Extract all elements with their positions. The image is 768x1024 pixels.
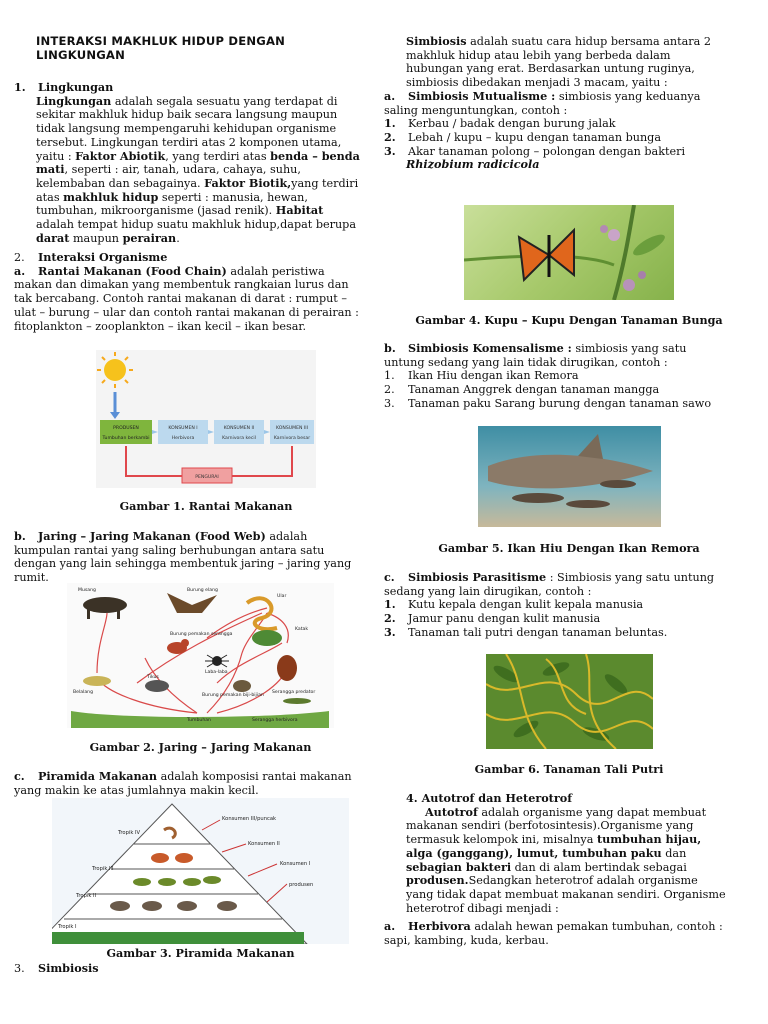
caption-gambar-2: Gambar 2. Jaring – Jaring Makanan (89, 740, 312, 754)
web-label: Burung elang (187, 588, 218, 593)
rhizobium-text: Rhizobium radicicola (406, 157, 540, 172)
bird-icon (167, 639, 189, 654)
pyramid-role-label: produsen (289, 882, 314, 888)
butterfly-photo (464, 205, 674, 300)
parasitisme-paragraph: c. Simbiosis Parasitisme : Simbiosis yang satu untung sedang yang lain dirugikan, contoh : (384, 570, 715, 598)
butterfly-illustration (464, 205, 674, 300)
pyramid-level-label: Tropik II (76, 893, 97, 899)
list-item: 1. Kerbau / badak dengan burung jalak (384, 116, 616, 131)
chain-box-top: KONSUMEN III (276, 426, 308, 431)
web-label: Tikus (147, 675, 159, 680)
pyramid-figure (52, 798, 349, 944)
section-interaksi: 2. Interaksi Organisme a. Rantai Makanan (Food Chain) adalah peristiwa makan dan dimakan yang membentuk rangkaian lurus dan tak bercabang. Contoh rantai makanan di darat : rumput – ulat – burung – ular dan contoh rantai makanan di perairan : fitoplankton – zooplankton – ikan kecil – ikan besar. (14, 250, 359, 333)
caterpillar-icon (283, 698, 311, 704)
decomposer-return-arrow (126, 446, 182, 476)
list-item: 3. Akar tanaman polong – polongan dengan bakteri (384, 143, 686, 158)
small-bird-icon (233, 680, 251, 692)
shark-illustration (478, 426, 661, 527)
vine-icon (486, 654, 653, 749)
beetle-icon (277, 655, 297, 681)
autotrof-heading: 4. Autotrof dan Heterotrof (406, 791, 573, 805)
list-item: 1. Kutu kepala dengan kulit kepala manusia (384, 597, 644, 612)
komensalisme-paragraph: b. Simbiosis Komensalisme : simbiosis yang satu untung sedang yang lain tidak dirugikan, contoh : (384, 341, 687, 369)
food-web-figure (67, 583, 334, 728)
web-label: Serangga herbivora (252, 718, 298, 723)
chain-box-bottom: Karnivora kecil (222, 436, 256, 441)
frog-icon (252, 630, 282, 646)
rantai-paragraph: a. Rantai Makanan (Food Chain) adalah peristiwa makan dan dimakan yang membentuk rangkaian lurus dan tak bercabang. Contoh rantai makanan di darat : rumput – ulat – burung – ular dan contoh rantai makanan di perairan : fitoplankton – zooplankton – ikan kecil – ikan besar. (14, 263, 359, 333)
food-chain-figure (96, 350, 316, 488)
web-label: Tumbuhan (187, 718, 211, 723)
decomposer-label: PENGURAI (195, 475, 219, 480)
food-chain-diagram (96, 350, 316, 488)
sun-icon (97, 352, 133, 388)
chain-box-top: PRODUSEN (113, 426, 139, 431)
pyramid-role-label: Konsumen I (280, 861, 311, 867)
weasel-icon (83, 597, 127, 619)
pyramid-level-label: Tropik I (58, 924, 77, 930)
web-label: Ular (277, 594, 287, 599)
tali-putri-illustration (486, 654, 653, 749)
list-item: 2. Lebah / kupu – kupu dengan tanaman bunga (384, 129, 661, 144)
shark-remora-photo (478, 426, 661, 527)
piramida-paragraph: c. Piramida Makanan adalah komposisi rantai makanan yang makin ke atas jumlahnya makin kecil. (14, 769, 352, 797)
pyramid-level-label: Tropik IV (118, 830, 141, 836)
list-item: 3. Tanaman tali putri dengan tanaman beluntas. (384, 624, 668, 639)
web-label: Serangga predator (272, 690, 316, 695)
sun-arrowhead (110, 412, 120, 419)
web-label: Laba-laba (205, 670, 228, 675)
food-pyramid-diagram (52, 798, 349, 944)
grasshopper-icon (83, 676, 111, 686)
simbiosis-section (384, 35, 726, 172)
grass-icon (52, 932, 304, 944)
chain-box-bottom: Tumbuhan berkambi (102, 436, 150, 441)
jaring-paragraph: b. Jaring – Jaring Makanan (Food Web) adalah kumpulan rantai yang saling berhubungan antara satu dengan yang lain sehingga membentuk jaring – jaring yang rumit. (14, 529, 352, 585)
decomposer-arrow (232, 446, 292, 476)
caption-gambar-3: Gambar 3. Piramida Makanan (106, 946, 295, 960)
caption-gambar-6: Gambar 6. Tanaman Tali Putri (474, 762, 664, 776)
komensalisme-section (384, 342, 726, 411)
pyramid-level-label: Tropik III (92, 866, 114, 872)
herbivora-paragraph: a. Herbivora adalah hewan pemakan tumbuhan, contoh : sapi, kambing, kuda, kerbau. (384, 919, 723, 947)
pyramid-outline (52, 804, 307, 944)
list-item: 2. Tanaman Anggrek dengan tanaman mangga (384, 383, 660, 397)
autotrof-paragraph: Autotrof adalah organisme yang dapat membuat makanan sendiri (berfotosintesis).Organisme yang termasuk kelompok ini, misalnya tumbuhan hijau, alga (ganggang), lumut, tumbuhan paku dan sebagian bakteri dan di alam bertindak sebagai produsen.Sedangkan heterotrof adalah organisme yang tidak dapat membuat makanan sendiri. Organisme heterotrof dibagi menjadi : (406, 804, 726, 915)
snake-icon (247, 598, 277, 629)
pyramid-role-label: Konsumen II (248, 841, 280, 847)
spider-icon (205, 655, 229, 667)
tali-putri-photo (486, 654, 653, 749)
chain-box-top: KONSUMEN II (223, 426, 255, 431)
food-web-diagram (67, 583, 334, 728)
web-label: Burung pemakan biji-bijian (202, 693, 264, 698)
eagle-icon (167, 593, 217, 613)
list-item: 1. Ikan Hiu dengan ikan Remora (384, 369, 579, 383)
web-label: Belalang (73, 690, 93, 695)
section-lingkungan: 1. Lingkungan Lingkungan adalah segala sesuatu yang terdapat di sekitar makhluk hidup baik secara langsung maupun tidak langsung mempengaruhi kehidupan organisme tersebut. Lingkungan terdiri atas 2 komponen utama, yaitu : Faktor Abiotik, yang terdiri atas benda – benda mati, seperti : air, tanah, udara, cahaya, suhu, kelembaban dan sebagainya. Faktor Biotik,yang terdiri atas makhluk hidup seperti : manusia, hewan, tumbuhan, mikroorganisme (jasad renik). Habitat adalah tempat hidup suatu makhluk hidup,dapat berupa darat maupun perairan. (14, 80, 360, 245)
shark-icon (488, 434, 653, 488)
web-label: Musang (78, 588, 96, 593)
list-item: 3. Tanaman paku Sarang burung dengan tanaman sawo (384, 396, 712, 410)
caption-gambar-5: Gambar 5. Ikan Hiu Dengan Ikan Remora (438, 541, 700, 555)
page-title: INTERAKSI MAKHLUK HIDUP DENGAN LINGKUNGAN (36, 34, 286, 62)
pyramid-role-label: Konsumen III/puncak (222, 816, 277, 822)
web-label: Katak (295, 627, 309, 632)
web-label: Burung pemakan serangga (170, 632, 233, 637)
chain-box-bottom: Karnivora besar (273, 436, 311, 441)
caption-gambar-1: Gambar 1. Rantai Makanan (119, 499, 293, 513)
mouse-icon (145, 680, 169, 692)
chain-box-bottom: Herbivora (171, 436, 195, 441)
butterfly-icon (519, 230, 574, 280)
simbiosis-intro: Simbiosis adalah suatu cara hidup bersama antara 2 makhluk hidup atau lebih yang berbeda dalam hubungan yang erat. Berdasarkan untung ruginya, simbiosis dibedakan menjadi 3 macam, yaitu : (406, 34, 711, 90)
list-item: 2. Jamur panu dengan kulit manusia (384, 611, 601, 626)
caption-gambar-4: Gambar 4. Kupu – Kupu Dengan Tanaman Bunga (415, 313, 723, 327)
lingkungan-paragraph: Lingkungan adalah segala sesuatu yang terdapat di sekitar makhluk hidup baik secara langsung maupun tidak langsung mempengaruhi kehidupan organisme tersebut. Lingkungan terdiri atas 2 komponen utama, yaitu : Faktor Abiotik, yang terdiri atas benda – benda mati, seperti : air, tanah, udara, cahaya, suhu, kelembaban dan sebagainya. Faktor Biotik,yang terdiri atas makhluk hidup seperti : manusia, hewan, tumbuhan, mikroorganisme (jasad renik). Habitat adalah tempat hidup suatu makhluk hidup,dapat berupa darat maupun perairan. (36, 93, 360, 245)
parasitisme-section (384, 571, 726, 640)
section-simbiosis-heading: 3. Simbiosis (14, 961, 99, 975)
chain-box-top: KONSUMEN I (168, 426, 198, 431)
autotrof-section (406, 792, 726, 915)
mutualisme-paragraph: a. Simbiosis Mutualisme : simbiosis yang keduanya saling menguntungkan, contoh : (384, 88, 701, 117)
